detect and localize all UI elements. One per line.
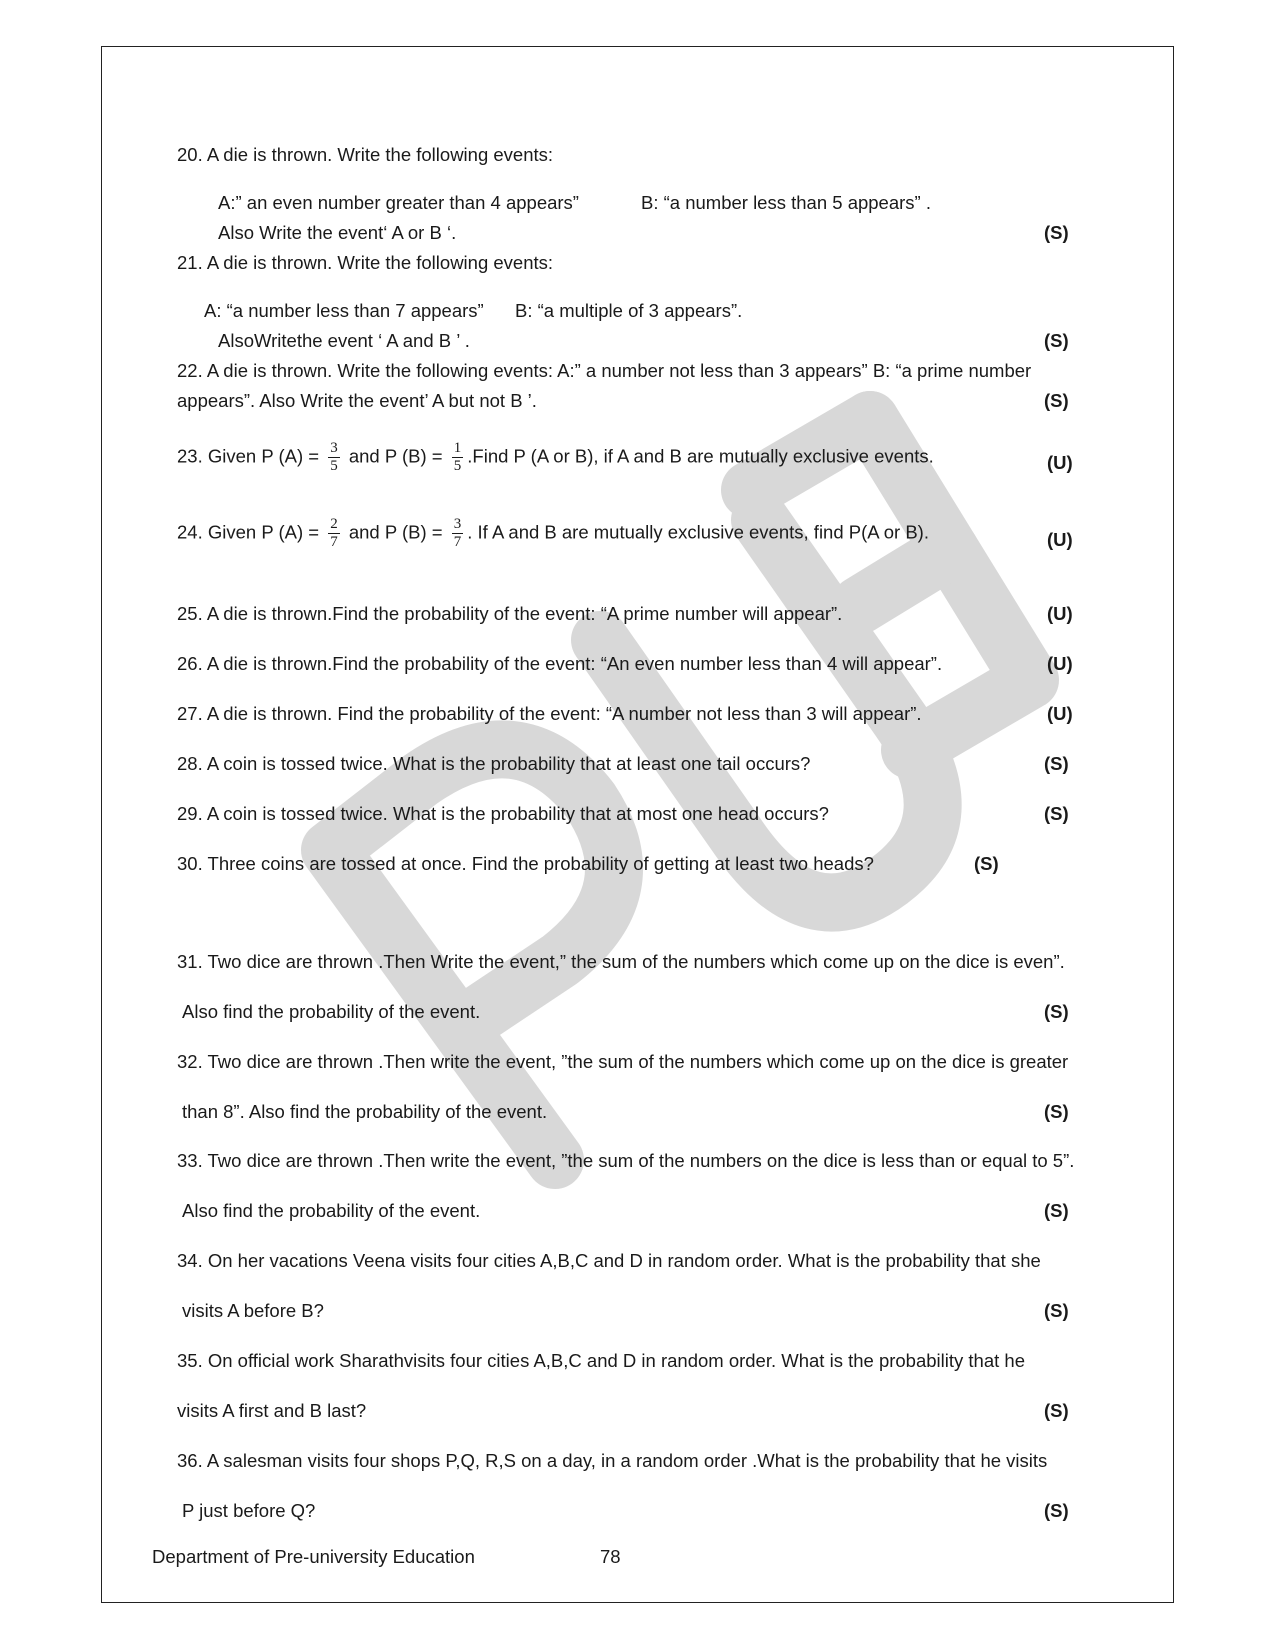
q32-line2: than 8”. Also find the probability of the event. <box>182 1101 548 1122</box>
q29-level: (S) <box>1044 803 1069 824</box>
q20-event-a: A:” an even number greater than 4 appears” <box>218 192 579 213</box>
q29-text: 29. A coin is tossed twice. What is the probability that at most one head occurs? <box>177 803 829 824</box>
q21-stem: 21. A die is thrown. Write the following events: <box>177 252 554 273</box>
q26-level: (U) <box>1047 653 1073 674</box>
q28-level: (S) <box>1044 753 1069 774</box>
q24-post: . If A and B are mutually exclusive events, find P(A or B). <box>467 521 929 543</box>
q22-level: (S) <box>1044 390 1069 411</box>
q32-line1: 32. Two dice are thrown .Then write the event, ”the sum of the numbers which come up on the dice is greater <box>177 1051 1069 1072</box>
q36-level: (S) <box>1044 1500 1069 1521</box>
q20-level: (S) <box>1044 222 1069 243</box>
q24-text <box>177 516 929 551</box>
q21-task: AlsoWritethe event ‘ A and B ’ . <box>218 330 470 351</box>
q34-line2: visits A before B? <box>182 1300 324 1321</box>
q32-level: (S) <box>1044 1101 1069 1122</box>
q35-level: (S) <box>1044 1400 1069 1421</box>
q24-pb-fraction: $\frac{3}{7}$ <box>453 516 462 550</box>
q30-level: (S) <box>974 853 999 874</box>
q23-pb-fraction: $\frac{1}{5}$ <box>453 440 462 474</box>
q36-line2: P just before Q? <box>182 1500 316 1521</box>
q21-event-a: A: “a number less than 7 appears” <box>204 300 484 321</box>
q23-pre: 23. Given P (A) = <box>177 445 320 467</box>
q22-line2: appears”. Also Write the event’ A but not B ’. <box>177 390 537 411</box>
q33-level: (S) <box>1044 1200 1069 1221</box>
q33-line1: 33. Two dice are thrown .Then write the event, ”the sum of the numbers on the dice is less than or equal to 5”. <box>177 1150 1075 1171</box>
q20-stem: 20. A die is thrown. Write the following events: <box>177 144 554 165</box>
q34-level: (S) <box>1044 1300 1069 1321</box>
q36-line1: 36. A salesman visits four shops P,Q, R,S on a day, in a random order .What is the probability that he visits <box>177 1450 1048 1471</box>
q23-mid: and P (B) = <box>348 445 443 467</box>
q35-line1: 35. On official work Sharathvisits four cities A,B,C and D in random order. What is the probability that he <box>177 1350 1025 1371</box>
q34-line1: 34. On her vacations Veena visits four cities A,B,C and D in random order. What is the probability that she <box>177 1250 1041 1271</box>
q30-text: 30. Three coins are tossed at once. Find the probability of getting at least two heads? <box>177 853 874 874</box>
q23-text <box>177 440 934 475</box>
q24-level: (U) <box>1047 529 1073 550</box>
q26-text: 26. A die is thrown.Find the probability of the event: “An even number less than 4 will appear”. <box>177 653 943 674</box>
page-number: 78 <box>600 1546 621 1567</box>
q21-event-b: B: “a multiple of 3 appears”. <box>515 300 743 321</box>
q27-level: (U) <box>1047 703 1073 724</box>
q31-line1: 31. Two dice are thrown .Then Write the event,” the sum of the numbers which come up on the dice is even”. <box>177 951 1065 972</box>
q23-level: (U) <box>1047 452 1073 473</box>
q35-line2: visits A first and B last? <box>177 1400 367 1421</box>
q20-task: Also Write the event‘ A or B ‘. <box>218 222 457 243</box>
q21-level: (S) <box>1044 330 1069 351</box>
q22-line1: 22. A die is thrown. Write the following events: A:” a number not less than 3 appears” B: “a prime number <box>177 360 1032 381</box>
footer-department: Department of Pre-university Education <box>152 1546 475 1567</box>
q24-pre: 24. Given P (A) = <box>177 521 320 543</box>
q25-text: 25. A die is thrown.Find the probability of the event: “A prime number will appear”. <box>177 603 843 624</box>
q20-event-b: B: “a number less than 5 appears” . <box>641 192 931 213</box>
q27-text: 27. A die is thrown. Find the probability of the event: “A number not less than 3 will appear”. <box>177 703 922 724</box>
q31-level: (S) <box>1044 1001 1069 1022</box>
q33-line2: Also find the probability of the event. <box>182 1200 481 1221</box>
q28-text: 28. A coin is tossed twice. What is the probability that at least one tail occurs? <box>177 753 811 774</box>
q24-mid: and P (B) = <box>348 521 443 543</box>
q23-post: .Find P (A or B), if A and B are mutually exclusive events. <box>467 445 934 467</box>
q25-level: (U) <box>1047 603 1073 624</box>
q24-pa-fraction: $\frac{2}{7}$ <box>330 516 338 550</box>
q31-line2: Also find the probability of the event. <box>182 1001 481 1022</box>
q23-pa-fraction: $\frac{3}{5}$ <box>330 440 338 474</box>
